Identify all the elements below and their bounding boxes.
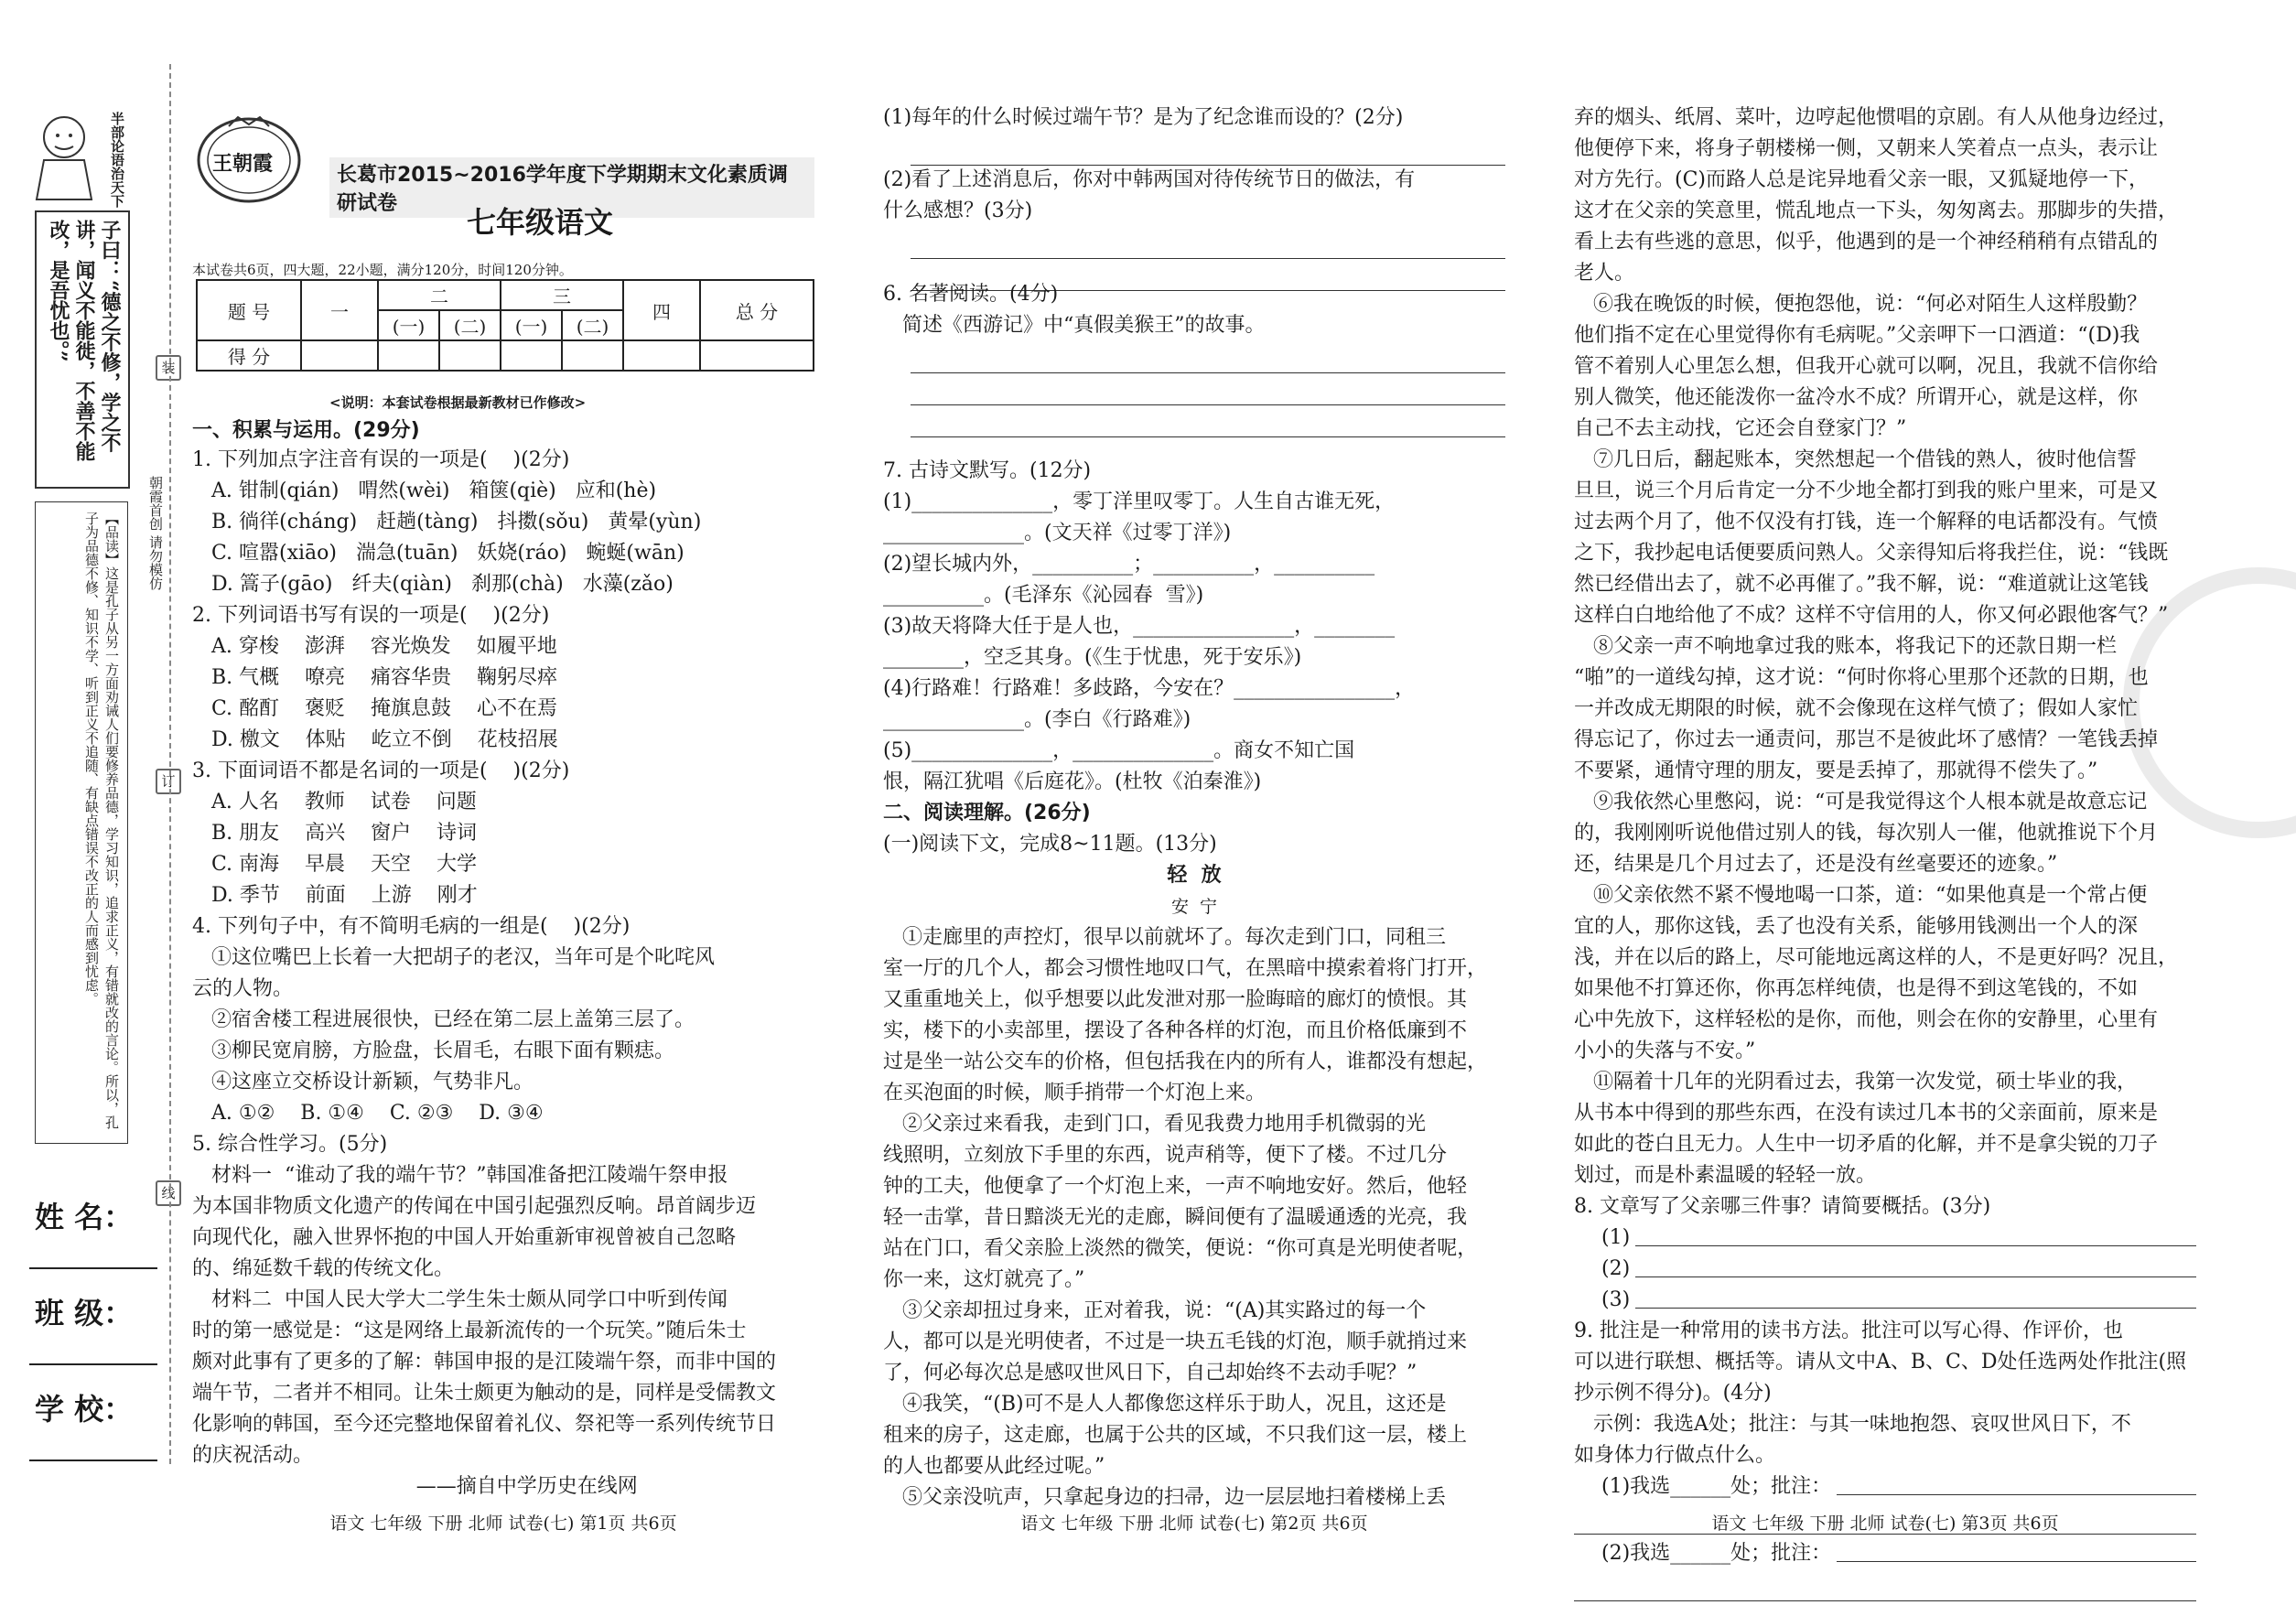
question-9-example: 示例：我选A处；批注：与其一味地抱怨、哀叹世风日下，不	[1574, 1413, 2131, 1436]
text-line: (3)故天将降大任于是人也，________________，________	[883, 615, 1396, 638]
section-2-heading: 二、阅读理解。(26分)	[883, 802, 1091, 824]
article-line: ⑧父亲一声不响地拿过我的账本，将我记下的还款日期一栏	[1574, 635, 2117, 658]
article-line: 钟的工夫，他便拿了一个灯泡上来，一声不响地安好。然后，他轻	[883, 1175, 1468, 1198]
binding-seal-2: 订	[156, 769, 181, 794]
name-field[interactable]	[29, 1267, 157, 1269]
text-line: ______________。(李白《行路难》)	[883, 708, 1191, 731]
page1-footer: 语文 七年级 下册 北师 试卷(七) 第1页 共6页	[329, 1513, 677, 1534]
text-line: 4. 下列句子中，有不简明毛病的一组是( )(2分)	[192, 915, 631, 938]
article-line: ⑨我依然心里憋闷，说：“可是我觉得这个人根本就是故意忘记	[1574, 791, 2148, 813]
article-line: 一并改成无期限的时候，就不会像现在这样气愤了；假如人家忙	[1574, 697, 2139, 720]
text-line: 云的人物。	[192, 977, 294, 1000]
text-line: (2)看了上述消息后，你对中韩两国对待传统节日的做法，有	[883, 168, 1416, 191]
article-line: 站在门口，看父亲脸上淡然的微笑，便说：“你可真是光明使者呢，	[883, 1237, 1478, 1260]
article-line: 这才在父亲的笑意里，慌乱地点一下头，匆匆离去。那脚步的失措，	[1574, 199, 2179, 222]
text-line: ______________。(文天祥《过零丁洋》)	[883, 522, 1232, 544]
article-line: 的，我刚刚听说他借过别人的钱，每次别人一催，他就推说下个月	[1574, 822, 2159, 845]
section-1-heading: 一、积累与运用。(29分)	[192, 419, 420, 442]
article-line: 了，何必每次总是感叹世风日下，自己却始终不去动手呢？”	[883, 1362, 1417, 1384]
article-line: 旦旦，说三个月后肯定一分不少地全都打到我的账户里来，可是又	[1574, 479, 2159, 502]
answer-line[interactable]	[911, 345, 1505, 373]
class-field[interactable]	[29, 1363, 157, 1365]
school-field[interactable]	[29, 1460, 157, 1461]
text-line: B. 气概 嘹亮 痛容华贵 鞠躬尽瘁	[192, 666, 558, 689]
motto-top: 半部论语治天下	[109, 112, 125, 208]
article-line: 自己不去主动找，它还会自登家门？”	[1574, 417, 1907, 440]
cartoon-portrait	[27, 110, 101, 201]
article-line: ⑥我在晚饭的时候，便抱怨他，说：“何必对陌生人这样殷勤？	[1574, 293, 2148, 316]
text-line: ④这座立交桥设计新颖，气势非凡。	[192, 1071, 534, 1093]
text-line: 材料一 “谁动了我的端午节？”韩国准备把江陵端午祭申报	[192, 1164, 728, 1187]
text-line: 颇对此事有了更多的了解：韩国申报的是江陵端午祭，而非中国的	[192, 1351, 777, 1373]
article-line: ②父亲过来看我，走到门口，看见我费力地用手机微弱的光	[883, 1113, 1426, 1136]
text-line: (5)______________，______________。商女不知亡国	[883, 739, 1355, 762]
article-line: 看上去有些逃的意思，似乎，他遇到的是一个神经稍稍有点错乱的	[1574, 231, 2159, 253]
text-line: (4)行路难！行路难！多歧路，今安在？________________，	[883, 677, 1416, 700]
article-line: ⑤父亲没吭声，只拿起身边的扫帚，边一层层地扫着楼梯上丢	[883, 1486, 1446, 1509]
text-line: 什么感想？(3分)	[883, 199, 1033, 222]
article-line: 浅，并在以后的路上，尽可能地远离这样的人，不是更好吗？况且，	[1574, 946, 2179, 969]
text-line: 时的第一感觉是：“这是网络上最新流传的一个玩笑。”随后朱士	[192, 1320, 747, 1342]
text-line: 的庆祝活动。	[192, 1444, 314, 1467]
quote-box	[35, 210, 130, 489]
text-line: C. 南海 早晨 天空 大学	[192, 853, 477, 876]
publisher-logo	[192, 110, 307, 206]
text-line: 化影响的韩国，至今还完整地保留着礼仪、祭祀等一系列传统节日	[192, 1413, 777, 1436]
text-line: C. 酩酊 褒贬 掩旗息鼓 心不在焉	[192, 697, 557, 720]
text-line: 恨，隔江犹唱《后庭花》。(杜牧《泊秦淮》)	[883, 770, 1262, 793]
text-line: __________。(毛泽东《沁园春 雪》)	[883, 584, 1204, 607]
answer-line[interactable]	[911, 137, 1505, 166]
article-line: ⑩父亲依然不紧不慢地喝一口茶，道：“如果他真是一个常占便	[1574, 884, 2148, 907]
text-line: 2. 下列词语书写有误的一项是( )(2分)	[192, 604, 550, 627]
logo-text: 王朝霞	[212, 152, 274, 176]
score-table: 题 号 一 二 三 四 总 分 (一) (二) (一) (二) 得 分	[196, 279, 814, 372]
text-line: 1. 下列加点字注音有误的一项是( )(2分)	[192, 448, 570, 471]
article-line: 过去两个月了，他不仅没有打钱，连一个解释的电话都没有。气愤	[1574, 511, 2159, 533]
text-line: ③柳民宽肩膀，方脸盘，长眉毛，右眼下面有颗痣。	[192, 1039, 674, 1062]
score-label: 得 分	[197, 340, 301, 371]
article-line: 小小的失落与不安。”	[1574, 1039, 1756, 1062]
article-line: ③父亲却扭过身来，正对着我，说：“(A)其实路过的每一个	[883, 1299, 1427, 1322]
article-line: 你一来，这灯就亮了。”	[883, 1268, 1085, 1291]
page-3	[1574, 0, 2196, 1593]
article-line: 室一厅的几个人，都会习惯性地叹口气，在黑暗中摸索着将门打开，	[883, 957, 1488, 980]
text-line: A. 人名 教师 试卷 问题	[192, 791, 477, 813]
article-title: 轻 放	[1167, 864, 1222, 887]
text-line: A. ①② B. ①④ C. ②③ D. ③④	[192, 1102, 544, 1125]
page2-block-b	[883, 165, 1505, 295]
page2-block-c	[883, 279, 1505, 441]
question-9: 可以进行联想、概括等。请从文中A、B、C、D处任选两处作批注(照	[1574, 1351, 2187, 1373]
article-line: 线照明，立刻放下手里的东西，说声稍等，便下了楼。不过几分	[883, 1144, 1448, 1167]
answer-line[interactable]	[911, 377, 1505, 405]
article-line: 这样白白地给他了不成？这样不守信用的人，你又何必跟他客气？”	[1574, 604, 2169, 627]
text-line: (2)望长城内外，__________；__________，__________	[883, 553, 1375, 576]
text-line: D. 季节 前面 上游 刚才	[192, 884, 478, 907]
text-line: B. 朋友 高兴 窗户 诗词	[192, 822, 478, 845]
name-label: 姓 名：	[35, 1200, 134, 1234]
article-line: 他便停下来，将身子朝楼梯一侧，又朝来人笑着点一点头，表示让	[1574, 137, 2159, 160]
article-line: 划过，而是朴素温暖的轻轻一放。	[1574, 1164, 1877, 1187]
page2-block-a	[883, 102, 1505, 169]
article-line: 宜的人，那你这钱，丢了也没有关系，能够用钱测出一个人的深	[1574, 915, 2139, 938]
article-line: 老人。	[1574, 262, 1635, 285]
article-line: 如此的苍白且无力。人生中一切矛盾的化解，并不是拿尖锐的刀子	[1574, 1133, 2159, 1156]
article-line: “啪”的一道线勾掉，这才说：“何时你将心里那个还款的日期，也	[1574, 666, 2149, 689]
commentary-box	[35, 501, 128, 1144]
article-line: 他们指不定在心里觉得你有毛病呢。”父亲呷下一口酒道：“(D)我	[1574, 324, 2140, 347]
article-line: ④我笑，“(B)可不是人人都像您这样乐于助人，况且，这还是	[883, 1393, 1447, 1416]
binding-margin	[0, 0, 174, 1593]
text-line: (1)______________，零丁洋里叹零丁。人生自古谁无死，	[883, 490, 1396, 513]
text-line: 向现代化，融入世界怀抱的中国人开始重新审视曾被自己忽略	[192, 1226, 737, 1249]
exam-title: 长葛市2015~2016学年度下学期期末文化素质调研试卷	[329, 157, 814, 218]
answer-line[interactable]	[911, 231, 1505, 259]
text-line: 材料二 中国人民大学大二学生朱士颇从同学口中听到传闻	[192, 1288, 728, 1311]
text-line: ________，空乏其身。(《生于忧患，死于安乐》)	[883, 646, 1302, 669]
text-line: 5. 综合性学习。(5分)	[192, 1133, 388, 1156]
article-line: 弃的烟头、纸屑、菜叶，边哼起他惯唱的京剧。有人从他身边经过，	[1574, 106, 2179, 129]
article-line: 如果他不打算还你，你再怎样纯债，也是得不到这笔钱的，不如	[1574, 977, 2139, 1000]
text-line: 的、绵延数千载的传统文化。	[192, 1257, 455, 1280]
article-line: 的人也都要从此经过呢。”	[883, 1455, 1105, 1478]
article-line: 之下，我抄起电话便要质问熟人。父亲得知后将我拦住，说：“钱既	[1574, 542, 2169, 565]
cut-line	[169, 64, 171, 1464]
text-line: 简述《西游记》中“真假美猴王”的故事。	[883, 314, 1266, 337]
answer-line[interactable]	[1574, 1573, 2196, 1601]
binding-seal-1: 装	[156, 355, 181, 381]
q8-answer-1[interactable]: (1)	[1574, 1223, 2196, 1254]
commentary-text: 【品读】这是孔子从另一方面劝诫人们要修养品德，学习知识，追求正义，有错就改的言论。所以，孔子为品德不修、知识不学、听到正义不追随、有缺点错误不改正的人而感到忧虑。	[83, 512, 120, 1129]
article-line: ⑪隔着十几年的光阴看过去，我第一次发觉，硕士毕业的我，	[1574, 1071, 2137, 1093]
question-9-example: 如身体力行做点什么。	[1574, 1444, 1776, 1467]
q9-answer-2[interactable]: (2)我选______处；批注：	[1574, 1538, 2196, 1569]
text-line: C. 喧嚣(xiāo) 湍急(tuān) 妖娆(ráo) 蜿蜒(wān)	[192, 542, 684, 565]
article-line: 实，楼下的小卖部里，摆设了各种各样的灯泡，而且价格低廉到不	[883, 1019, 1468, 1042]
page3-footer: 语文 七年级 下册 北师 试卷(七) 第3页 共6页	[1711, 1513, 2059, 1534]
text-line: 6. 名著阅读。(4分)	[883, 283, 1059, 306]
exam-info: 本试卷共6页，四大题，22小题，满分120分，时间120分钟。	[192, 262, 573, 278]
article-line: 又重重地关上，似乎想要以此发泄对那一脸晦暗的廊灯的愤恨。其	[883, 988, 1468, 1011]
score-cell[interactable]	[301, 340, 378, 371]
article-line: ⑦几日后，翻起账本，突然想起一个借钱的熟人，彼时他信誓	[1574, 448, 2137, 471]
confucius-quote: 子曰：“德之不修，学之不讲，闻义不能徙，不善不能改，是吾忧也。”	[47, 220, 122, 461]
binding-seal-3: 线	[156, 1180, 181, 1206]
text-line: B. 徜徉(cháng) 赶趟(tàng) 抖擞(sǒu) 黄晕(yùn)	[192, 511, 702, 533]
page-1	[192, 0, 814, 1593]
q9-answer-1[interactable]: (1)我选______处；批注：	[1574, 1471, 2196, 1503]
page2-footer: 语文 七年级 下册 北师 试卷(七) 第2页 共6页	[1020, 1513, 1368, 1534]
article-line: 人，都可以是光明使者，不过是一块五毛钱的灯泡，顺手就捎过来	[883, 1330, 1468, 1353]
text-line: ——摘自中学历史在线网	[192, 1475, 638, 1498]
confucius-icon	[27, 110, 101, 201]
reading-intro: (一)阅读下文，完成8~11题。(13分)	[883, 833, 1217, 856]
cell-header: 题 号	[197, 280, 301, 340]
text-line: A. 钳制(qián) 喟然(wèi) 箱箧(qiè) 应和(hè)	[192, 479, 657, 502]
side-note: 朝霞首创 请勿模仿	[147, 476, 164, 590]
article-line: 轻一击掌，昔日黯淡无光的走廊，瞬间便有了温暖通透的光亮，我	[883, 1206, 1468, 1229]
q8-answer-3[interactable]: (3)	[1574, 1285, 2196, 1316]
article-line: 然已经借出去了，就不必再催了。”我不解，说：“难道就让这笔钱	[1574, 573, 2149, 596]
class-label: 班 级：	[35, 1296, 134, 1330]
text-line: D. 篙子(gāo) 纤夫(qiàn) 刹那(chà) 水藻(zǎo)	[192, 573, 674, 596]
page-2	[883, 0, 1505, 1593]
text-line: 为本国非物质文化遗产的传闻在中国引起强烈反响。昂首阔步迈	[192, 1195, 757, 1218]
question-8: 8. 文章写了父亲哪三件事？请简要概括。(3分)	[1574, 1195, 1991, 1218]
article-line: 不要紧，通情守理的朋友，要是丢掉了，那就得不偿失了。”	[1574, 759, 2098, 782]
text-line: A. 穿梭 澎湃 容光焕发 如履平地	[192, 635, 557, 658]
question-9: 9. 批注是一种常用的读书方法。批注可以写心得、作评价，也	[1574, 1320, 2123, 1342]
article-line: 过是坐一站公交车的价格，但包括我在内的所有人，谁都没有想起，	[883, 1050, 1488, 1073]
subject-title: 七年级语文	[467, 205, 614, 240]
text-line: 端午节，二者并不相同。让朱士颇更为触动的是，同样是受儒教文	[192, 1382, 777, 1405]
question-9: 抄示例不得分)。(4分)	[1574, 1382, 1772, 1405]
article-line: 心中先放下，这样轻松的是你，而他，则会在你的安静里，心里有	[1574, 1008, 2159, 1031]
page3-article	[1574, 102, 2196, 1605]
article-line: 在买泡面的时候，顺手捎带一个灯泡上来。	[883, 1082, 1267, 1104]
page2-block-d	[883, 456, 1505, 1513]
article-line: 对方先行。(C)而路人总是诧异地看父亲一眼，又狐疑地停一下，	[1574, 168, 2150, 191]
article-line: 还，结果是几个月过去了，还是没有丝毫要还的迹象。”	[1574, 853, 2058, 876]
page1-questions	[192, 445, 814, 1503]
text-line: 7. 古诗文默写。(12分)	[883, 459, 1092, 482]
text-line: ②宿舍楼工程进展很快，已经在第二层上盖第三层了。	[192, 1008, 695, 1031]
text-line: D. 檄文 体贴 屹立不倒 花枝招展	[192, 728, 558, 751]
text-line: 3. 下面词语不都是名词的一项是( )(2分)	[192, 759, 570, 782]
text-line: ①这位嘴巴上长着一大把胡子的老汉，当年可是个叱咤风	[192, 946, 715, 969]
article-line: 得忘记了，你过去一通责问，那岂不是彼此坏了感情？一笔钱丢掉	[1574, 728, 2159, 751]
article-line: 别人微笑，他还能泼你一盆冷水不成？所谓开心，就是这样，你	[1574, 386, 2139, 409]
article-line: 从书本中得到的那些东西，在没有读过几本书的父亲面前，原来是	[1574, 1102, 2159, 1125]
article-line: 管不着别人心里怎么想，但我开心就可以啊，况且，我就不信你给	[1574, 355, 2159, 378]
text-line: (1)每年的什么时候过端午节？是为了纪念谁而设的？(2分)	[883, 106, 1404, 129]
q8-answer-2[interactable]: (2)	[1574, 1254, 2196, 1285]
revision-note: <说明：本套试卷根据最新教材已作修改>	[329, 394, 587, 411]
article-line: 租来的房子，这走廊，也属于公共的区域，不只我们这一层，楼上	[883, 1424, 1468, 1447]
article-line: ①走廊里的声控灯，很早以前就坏了。每次走到门口，同租三	[883, 926, 1446, 949]
answer-line[interactable]	[911, 409, 1505, 437]
article-author: 安 宁	[1170, 897, 1218, 917]
school-label: 学 校：	[35, 1392, 134, 1427]
